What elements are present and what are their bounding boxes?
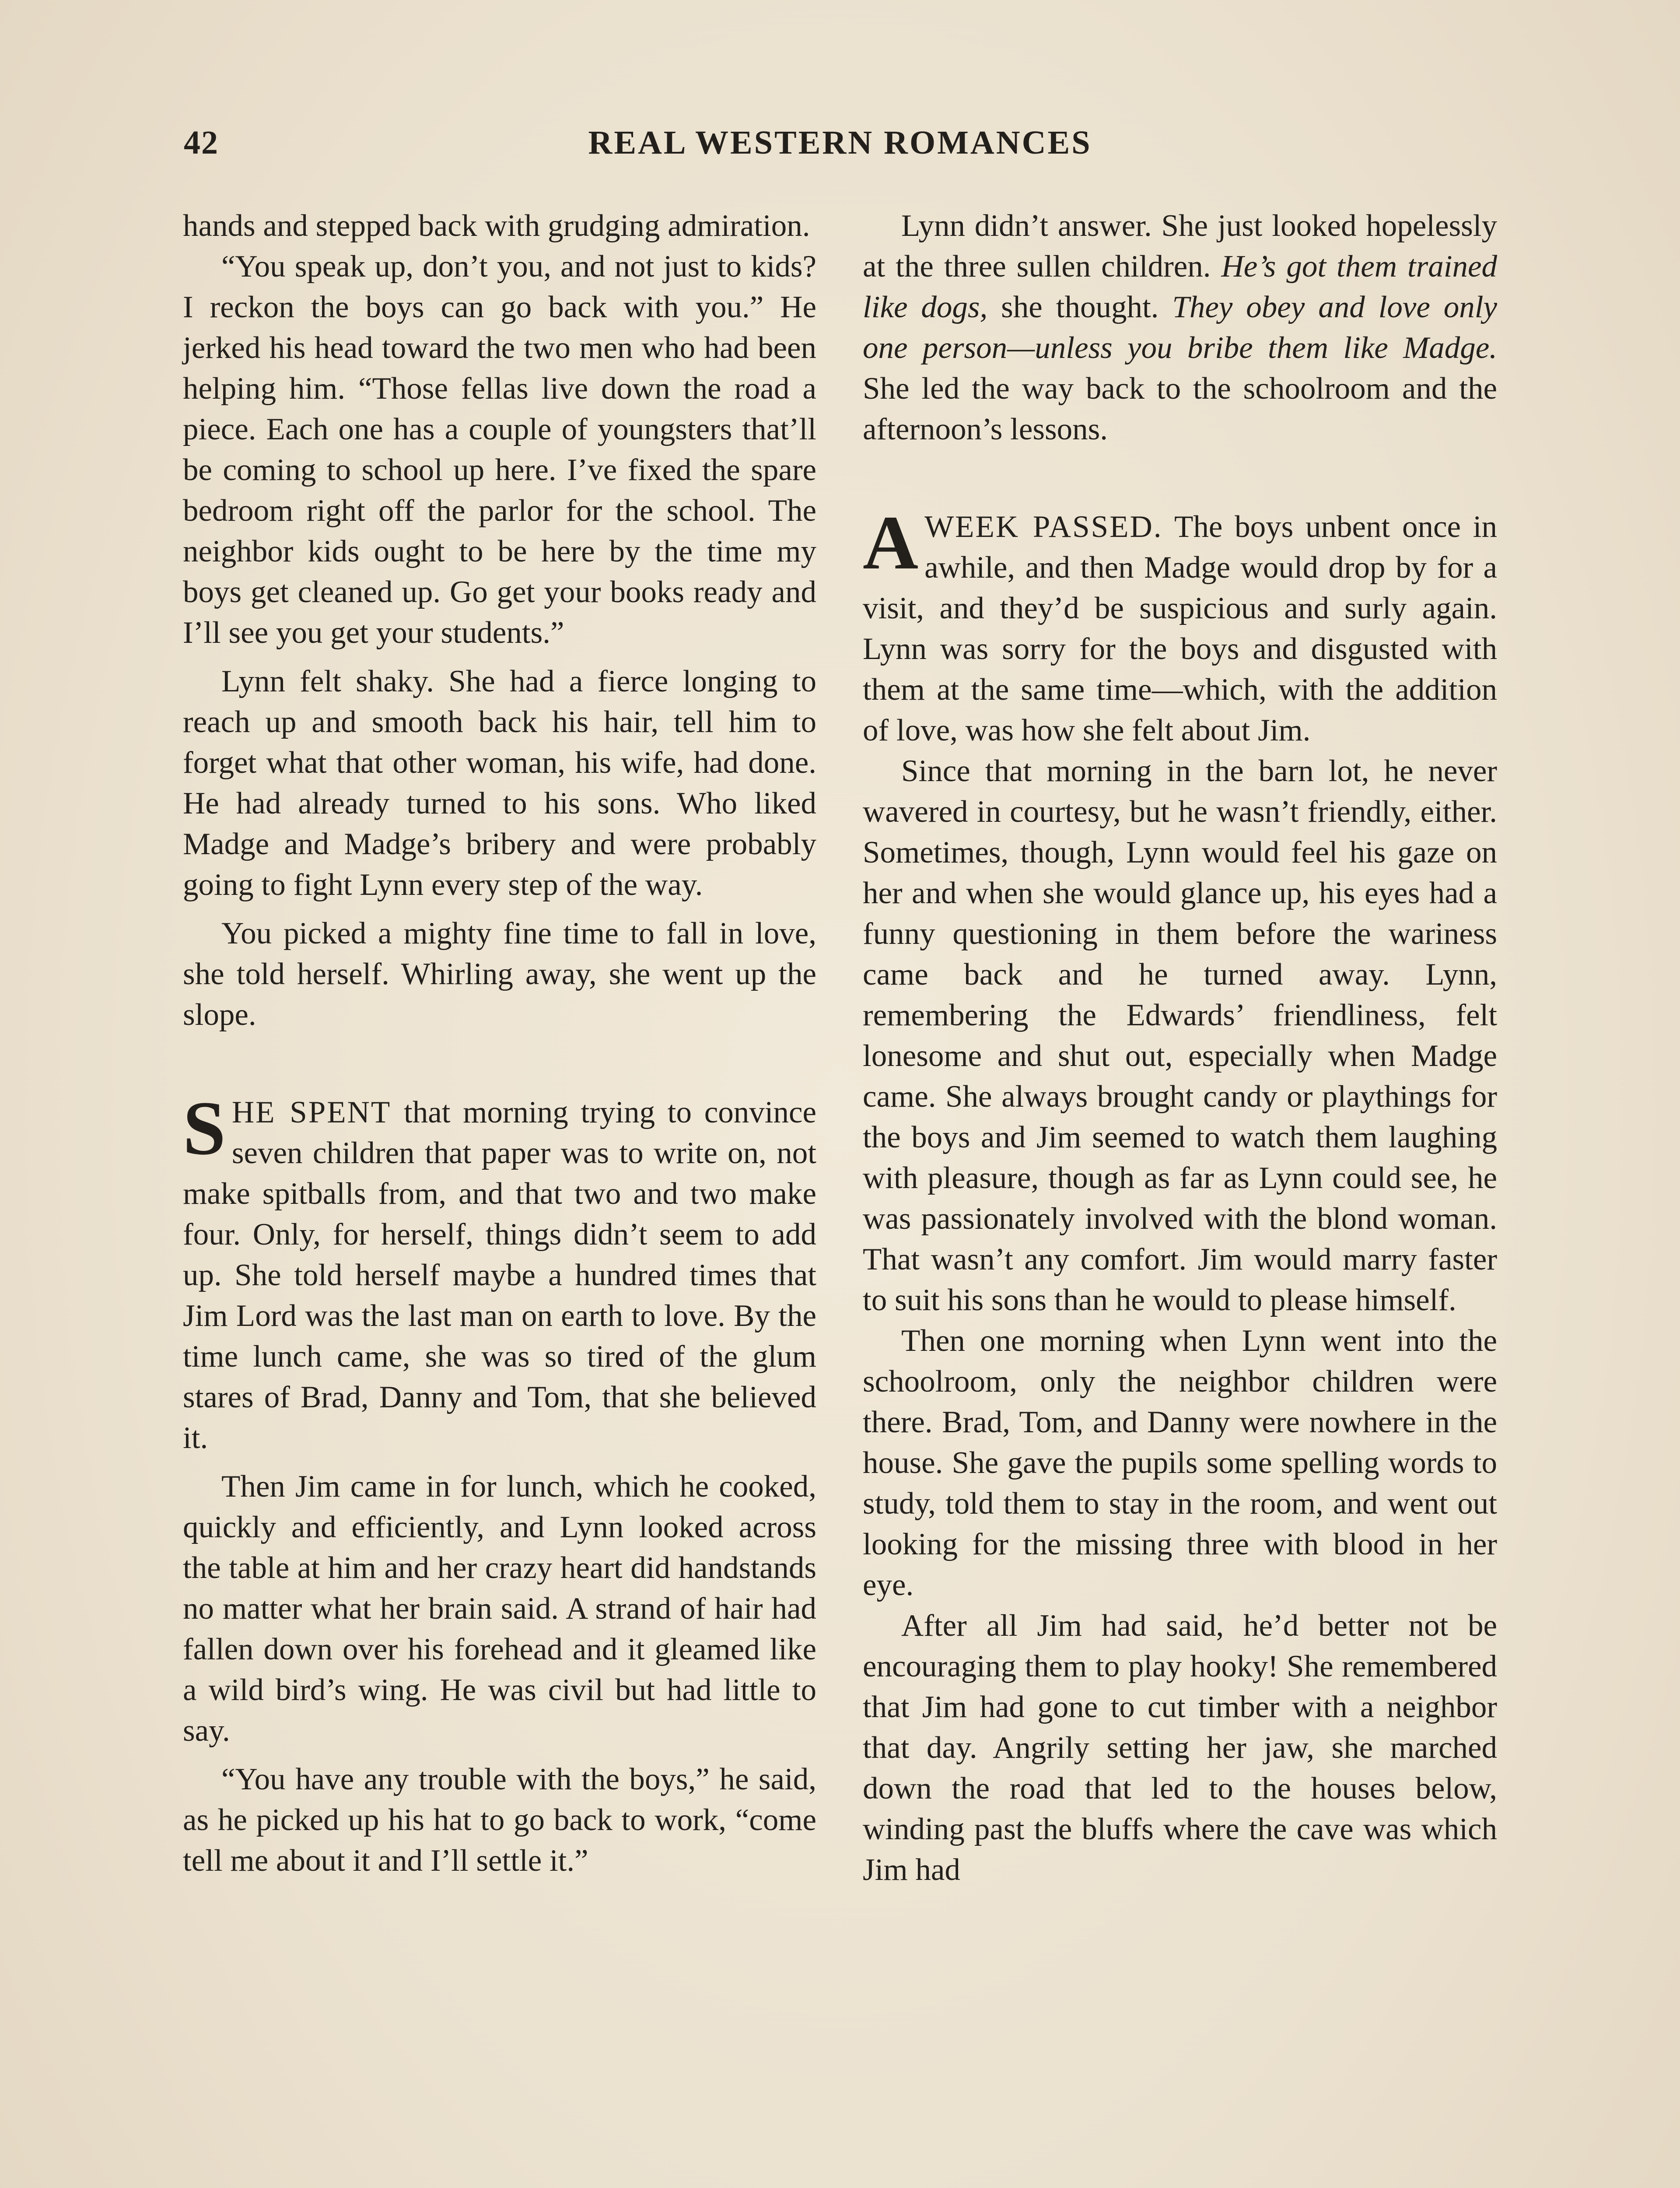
paragraph: Then one morning when Lynn went into the schoolroom, only the neighbor children were there. Brad, Tom, and Danny were nowhere in the house. She gave the pupils some spelling words to study, told them to stay in the room, and went out looking for the missing three with blood in her eye.: [863, 1324, 1497, 1602]
section-start-paragraph: [183, 1086, 816, 1459]
paragraph-text: Lynn didn’t answer. She just looked hopelessly at the three sullen children.: [863, 209, 1497, 284]
paragraph: Then Jim came in for lunch, which he cooked, quickly and efficiently, and Lynn looked across the table at him and her crazy heart did handstands no matter what her brain said. A strand of hair had fallen down over his forehead and it gleamed like a wild bird’s wing. He was civil but had little to say.: [183, 1469, 816, 1748]
paragraph: Since that morning in the barn lot, he never wavered in courtesy, but he wasn’t friendly, either. Sometimes, though, Lynn would feel his gaze on her and when she would glance up, his eyes had a funny questioning in them before the wariness came back and he turned away. Lynn, remembering the Edwards’ friendliness, felt lonesome and shut out, especially when Madge came. She always brought candy or playthings for the boys and Jim seemed to watch them laughing with pleasure, though as far as Lynn could see, he was passionately involved with the blond woman. That wasn’t any comfort. Jim would marry faster to suit his sons than he would to please himself.: [863, 754, 1497, 1317]
paragraph: “You speak up, don’t you, and not just to kids? I reckon the boys can go back with you.” He jerked his head toward the two men who had been helping him. “Those fellas live down the road a piece. Each one has a couple of youngsters that’ll be coming to school up here. I’ve fixed the spare bedroom right off the parlor for the school. The neighbor kids ought to be here by the time my boys get cleaned up. Go get your books ready and I’ll see you get your students.”: [183, 249, 816, 650]
paragraph-text: She led the way back to the schoolroom and the afternoon’s lessons.: [863, 372, 1497, 446]
paragraph: [863, 206, 1497, 450]
lead-in-caps: HE SPENT: [231, 1095, 392, 1129]
drop-cap: S: [183, 1086, 226, 1171]
paragraph-text: The boys unbent once in awhile, and then Madge would drop by for a visit, and they’d be suspicious and surly again. Lynn was sorry for the boys and disgusted with them at the same time—which, with the addition of love, was how she felt about Jim.: [863, 510, 1497, 747]
italic-thought: He’s got them trained like dogs,: [863, 249, 1498, 324]
paragraph: After all Jim had said, he’d better not be encouraging them to play hooky! She remembered that Jim had gone to cut timber with a neighbor that day. Angrily setting her jaw, she marched down the road that led to the houses below, winding past the bluffs where the cave was which Jim had: [863, 1609, 1497, 1887]
page-number: 42: [184, 124, 219, 161]
italic-thought: They obey and love only one person—unless you bribe them like Madge.: [863, 290, 1497, 365]
running-title: REAL WESTERN ROMANCES: [588, 124, 1092, 161]
paragraph-text: that morning trying to convince seven children that paper was to write on, not make spitballs from, and that two and two make four. Only, for herself, things didn’t seem to add up. She told herself maybe a hundred times that Jim Lord was the last man on earth to love. By the time lunch came, she was so tired of the glum stares of Brad, Danny and Tom, that she believed it.: [183, 1095, 816, 1455]
left-text-column: [183, 206, 816, 1881]
paragraph: You picked a mighty fine time to fall in love, she told herself. Whirling away, she went up the slope.: [183, 916, 816, 1032]
paragraph-text: she thought.: [987, 290, 1172, 324]
lead-in-caps: WEEK PASSED.: [924, 510, 1163, 544]
right-text-column: [863, 206, 1497, 1890]
drop-cap: A: [863, 500, 919, 586]
paragraph: hands and stepped back with grudging admiration.: [183, 209, 810, 243]
section-start-paragraph: [863, 500, 1497, 751]
paragraph: “You have any trouble with the boys,” he said, as he picked up his hat to go back to work, “come tell me about it and I’ll settle it.”: [183, 1762, 816, 1878]
page-header: [0, 124, 1680, 172]
paragraph: Lynn felt shaky. She had a fierce longing to reach up and smooth back his hair, tell him to forget what that other woman, his wife, had done. He had already turned to his sons. Who liked Madge and Madge’s bribery and were probably going to fight Lynn every step of the way.: [183, 664, 816, 902]
